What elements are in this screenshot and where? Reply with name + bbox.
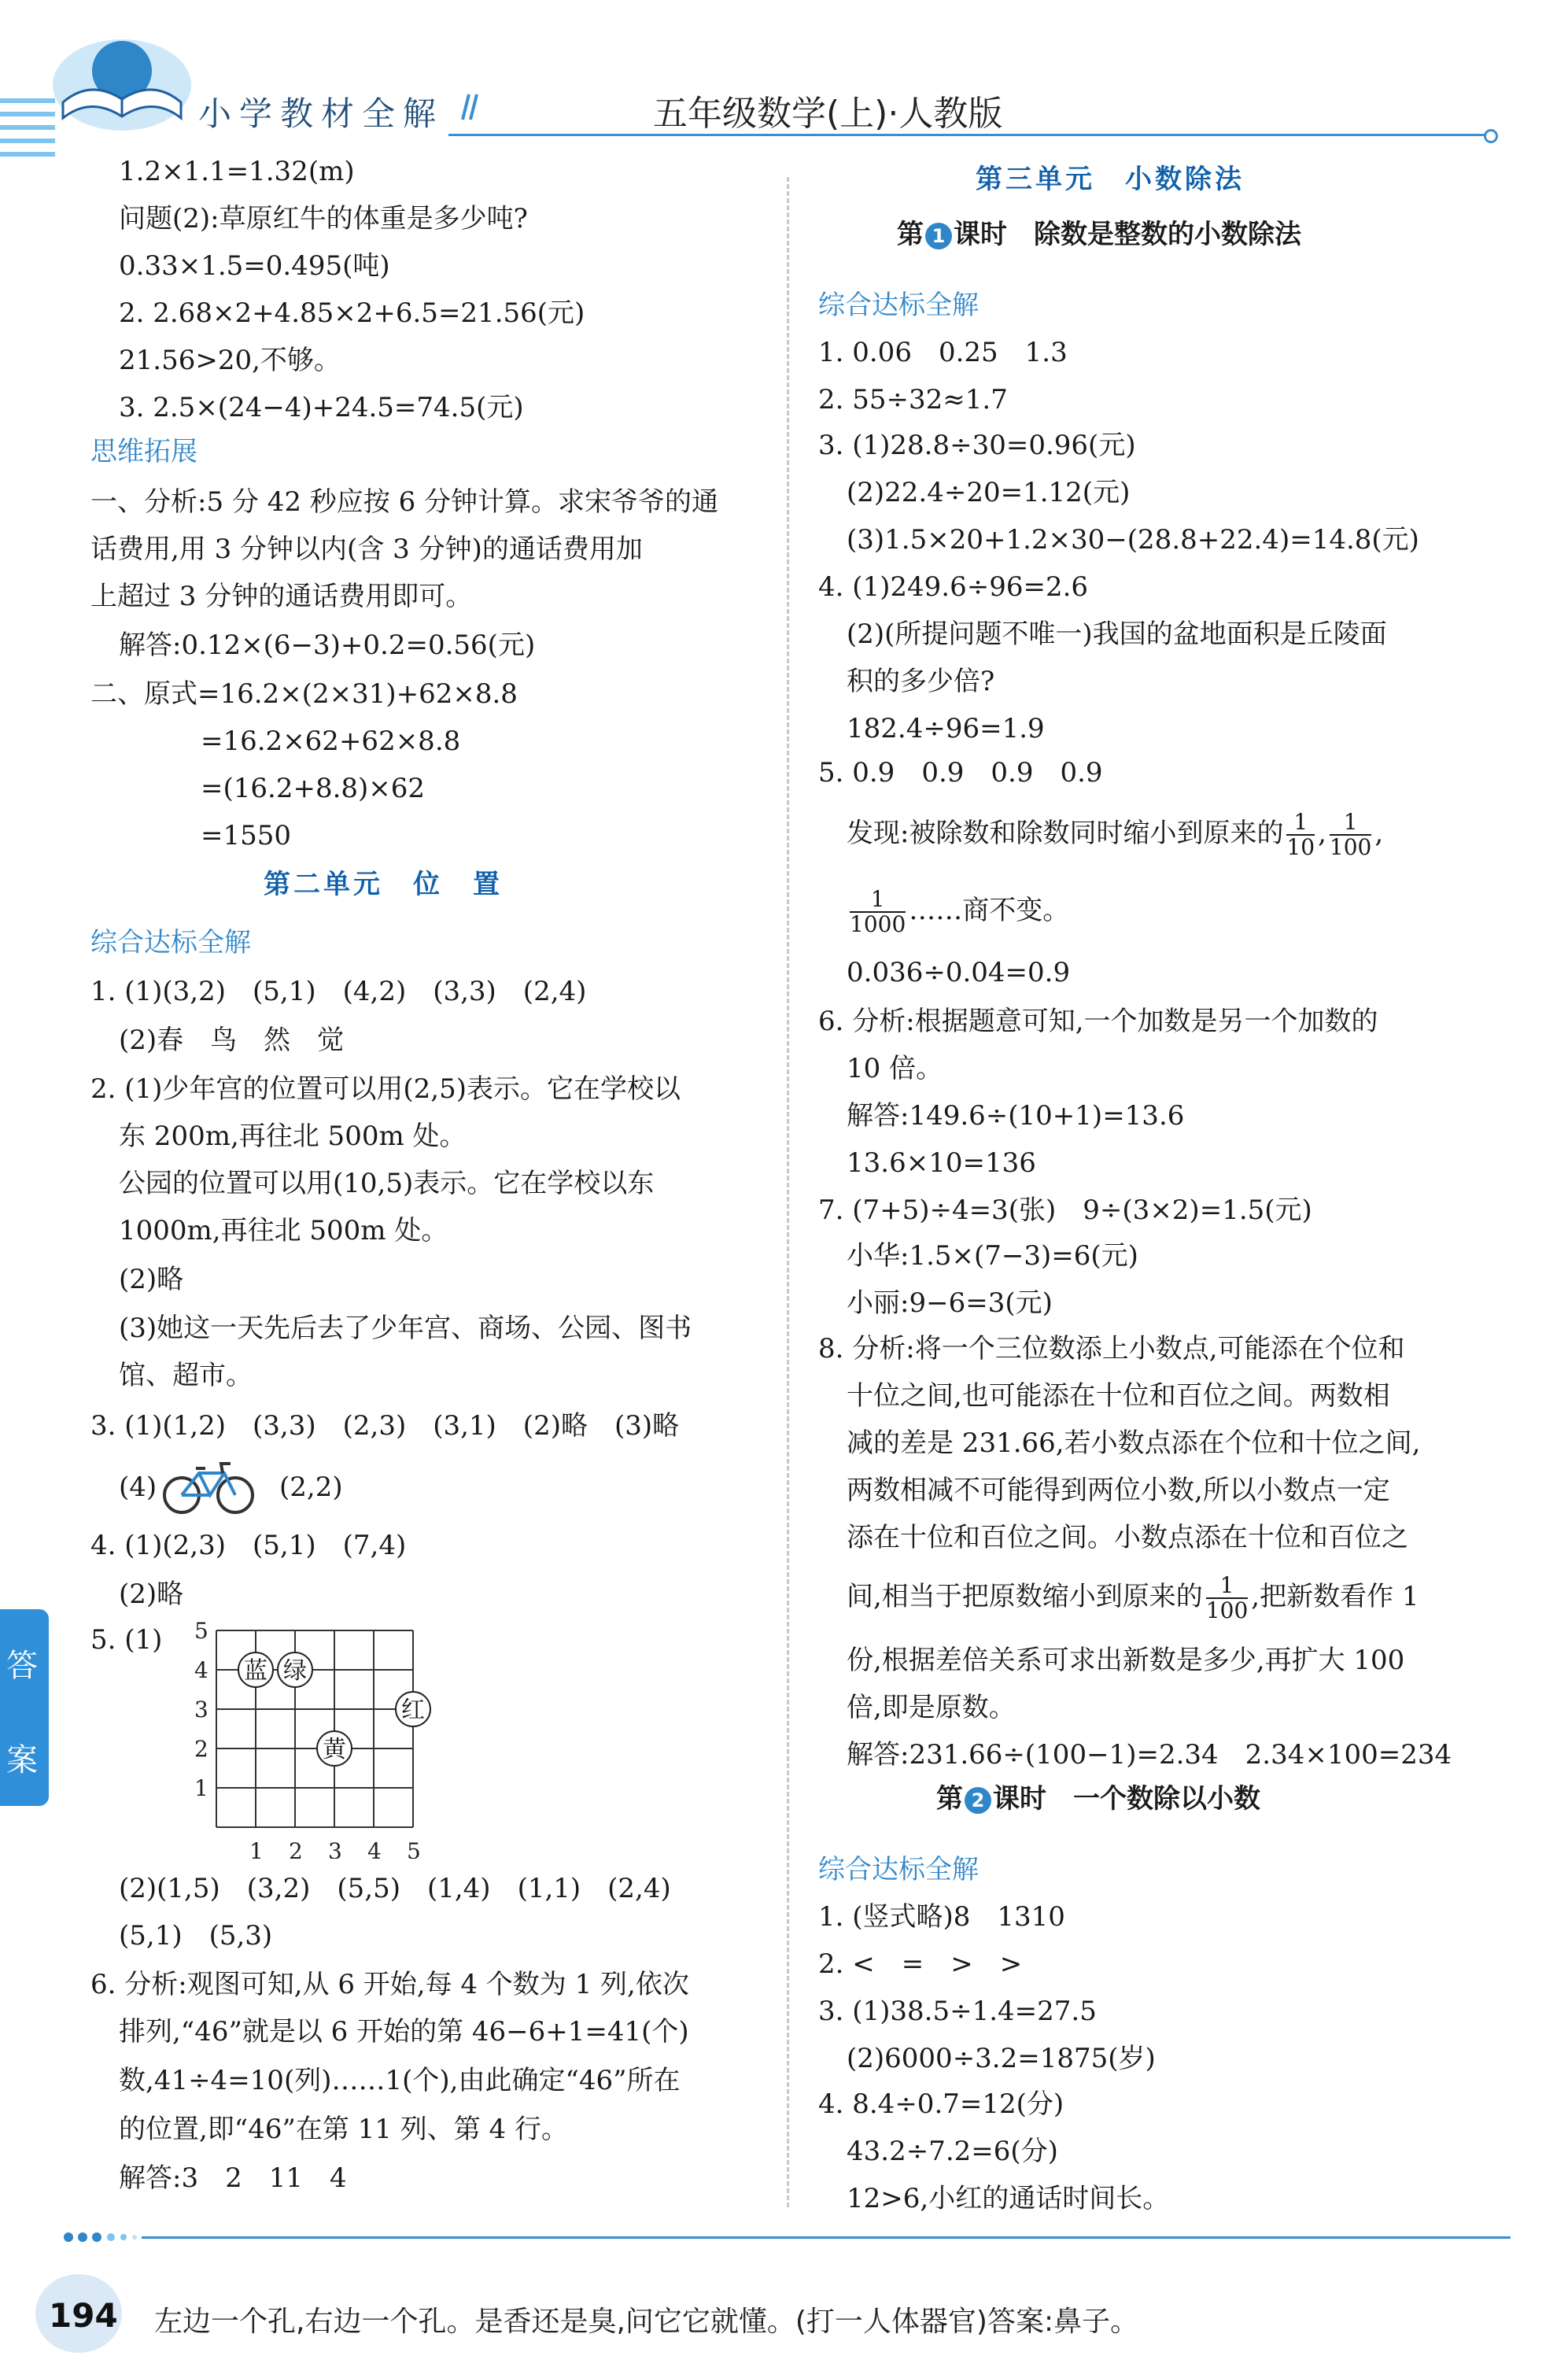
page-number: 194 (49, 2296, 118, 2335)
text-line: (2)6000÷3.2=1875(岁) (847, 2043, 1156, 2074)
denominator: 1000 (850, 911, 906, 937)
text-line: (3)她这一天先后去了少年宫、商场、公园、图书 (119, 1313, 692, 1344)
answer-side-tab (0, 1609, 49, 1806)
text-line: 数,41÷4=10(列)……1(个),由此确定“46”所在 (119, 2065, 681, 2096)
text-line: 积的多少倍? (847, 666, 995, 697)
coordinate-grid (169, 1615, 500, 1859)
grid-point-label: 绿 (283, 1657, 307, 1685)
text-line: 43.2÷7.2=6(分) (847, 2136, 1058, 2167)
q5-finding-line-2 (847, 888, 1069, 936)
text-line: 1.2×1.1=1.32(m) (119, 156, 355, 187)
text-line: 份,根据差倍关系可求出新数是多少,再扩大 100 (847, 1645, 1405, 1676)
text-line: 4. 8.4÷0.7=12(分) (818, 2088, 1064, 2120)
grid-y-tick-label: 3 (194, 1697, 208, 1723)
text-line: (2)(1,5) (3,2) (5,5) (1,4) (1,1) (2,4) (119, 1873, 671, 1904)
text-line: 8. 分析:将一个三位数添上小数点,可能添在个位和 (818, 1333, 1405, 1364)
side-tab-char: 案 (6, 1742, 38, 1778)
text-line: (2)22.4÷20=1.12(元) (847, 477, 1131, 508)
grid-y-tick-label: 5 (194, 1618, 208, 1644)
text-line: 二、原式=16.2×(2×31)+62×8.8 (90, 678, 518, 710)
header-title: 五年级数学(上)·人教版 (653, 94, 1003, 134)
text-line: (2)春 鸟 然 觉 (119, 1025, 345, 1056)
numerator: 1 (1219, 1572, 1234, 1598)
text-line: 排列,“46”就是以 6 开始的第 46−6+1=41(个) (119, 2016, 689, 2048)
text-line: (5,1) (5,3) (119, 1920, 273, 1952)
text-line: 上超过 3 分钟的通话费用即可。 (90, 581, 473, 612)
text-line: 1. 0.06 0.25 1.3 (818, 337, 1068, 368)
unit3-title: 第三单元 小数除法 (976, 164, 1245, 195)
text-line: 182.4÷96=1.9 (847, 713, 1045, 744)
grid-x-tick-label: 3 (328, 1838, 342, 1859)
text-line: 一、分析:5 分 42 秒应按 6 分钟计算。求宋爷爷的通 (90, 486, 719, 518)
numerator: 1 (870, 886, 885, 912)
text-line: 2. 55÷32≈1.7 (818, 384, 1008, 415)
grid-y-tick-label: 4 (194, 1657, 208, 1683)
text-line: 5. 0.9 0.9 0.9 0.9 (818, 757, 1103, 788)
text-fragment: ,把新数看作 1 (1251, 1581, 1419, 1612)
text-line: 6. 分析:根据题意可知,一个加数是另一个加数的 (818, 1006, 1378, 1037)
text-line: 小丽:9−6=3(元) (847, 1287, 1053, 1319)
text-line: 1. (竖式略)8 1310 (818, 1901, 1065, 1933)
text-line: 话费用,用 3 分钟以内(含 3 分钟)的通话费用加 (90, 534, 643, 565)
text-line: 解答:149.6÷(10+1)=13.6 (847, 1100, 1185, 1132)
text-line: 2. (1)少年宫的位置可以用(2,5)表示。它在学校以 (90, 1073, 681, 1105)
section-label-think: 思维拓展 (90, 436, 197, 467)
numerator: 1 (1293, 809, 1308, 835)
header-rule (448, 134, 1487, 136)
text-line: 两数相减不可能得到两位小数,所以小数点一定 (847, 1475, 1390, 1506)
text-line: 0.33×1.5=0.495(吨) (119, 250, 390, 282)
slash-decoration-icon (455, 93, 478, 121)
grid-x-tick-label: 4 (367, 1838, 382, 1859)
text-line: =16.2×62+62×8.8 (201, 726, 461, 757)
unit2-title: 第二单元 位 置 (264, 869, 503, 900)
text-line: =1550 (201, 820, 292, 851)
grid-y-tick-label: 2 (194, 1736, 208, 1762)
text-line: 13.6×10=136 (847, 1147, 1036, 1179)
text-line: (3)1.5×20+1.2×30−(28.8+22.4)=14.8(元) (847, 524, 1419, 556)
denominator: 100 (1205, 1597, 1249, 1623)
text-line: 东 200m,再往北 500m 处。 (119, 1121, 467, 1152)
fraction-1-100 (1206, 1574, 1248, 1623)
text-line: 小华:1.5×(7−3)=6(元) (847, 1240, 1138, 1272)
grid-x-tick-label: 2 (289, 1838, 303, 1859)
text-line: 解答:231.66÷(100−1)=2.34 2.34×100=234 (847, 1739, 1452, 1771)
denominator: 10 (1286, 834, 1315, 860)
lesson1-number-badge: 1 (925, 223, 952, 249)
footer-riddle: 左边一个孔,右边一个孔。是香还是臭,问它它就懂。(打一人体器官)答案:鼻子。 (154, 2306, 1139, 2338)
text-line: 1000m,再往北 500m 处。 (119, 1215, 448, 1246)
text-line: 3. (1)(1,2) (3,3) (2,3) (3,1) (2)略 (3)略 (90, 1410, 680, 1442)
lesson2-name: 课时 一个数除以小数 (993, 1783, 1260, 1815)
text-line: (2)略 (119, 1579, 184, 1610)
lesson2-prefix: 第 (936, 1783, 963, 1815)
text-line: 十位之间,也可能添在十位和百位之间。两数相 (847, 1380, 1390, 1412)
grid-point-label: 蓝 (244, 1657, 267, 1685)
lesson1-title (897, 219, 1301, 250)
header-rule-end-dot (1484, 129, 1498, 143)
text-line: 解答:0.12×(6−3)+0.2=0.56(元) (119, 630, 536, 661)
grid-point-label: 红 (401, 1697, 425, 1724)
grid-x-tick-label: 1 (249, 1838, 264, 1859)
text-line: 10 倍。 (847, 1053, 943, 1084)
grid-y-tick-label: 1 (194, 1775, 208, 1801)
text-line: 的位置,即“46”在第 11 列、第 4 行。 (119, 2114, 568, 2145)
column-divider (787, 177, 789, 2207)
section-label-all: 综合达标全解 (818, 290, 979, 321)
lesson2-number-badge: 2 (965, 1787, 991, 1814)
lesson1-prefix: 第 (897, 219, 924, 250)
section-label-all: 综合达标全解 (90, 927, 251, 958)
fraction-1-10 (1286, 811, 1315, 859)
text-line: 减的差是 231.66,若小数点添在个位和十位之间, (847, 1427, 1421, 1459)
text-line: 馆、超市。 (119, 1360, 253, 1391)
footer-rule (142, 2236, 1511, 2239)
text-fragment: ……商不变。 (909, 895, 1070, 926)
text-line: 4. (1)(2,3) (5,1) (7,4) (90, 1530, 407, 1561)
header-brand: 小学教材全解 (198, 94, 445, 133)
q5-finding-line: 发现:被除数和除数同时缩小到原来的 $\frac{1}{10}$ , $\frac{1}{100}$ , (847, 809, 1384, 860)
text-line: 倍,即是原数。 (847, 1692, 1016, 1723)
text-line: 3. (1)38.5÷1.4=27.5 (818, 1996, 1097, 2027)
text-line: (2)(所提问题不唯一)我国的盆地面积是丘陵面 (847, 619, 1387, 650)
text-line: 6. 分析:观图可知,从 6 开始,每 4 个数为 1 列,依次 (90, 1969, 689, 2000)
text-line: 3. (1)28.8÷30=0.96(元) (818, 430, 1136, 461)
book-logo-icon (47, 24, 197, 134)
q8-fraction-line (847, 1574, 1419, 1623)
lesson2-title (936, 1783, 1260, 1815)
text-line: 0.036÷0.04=0.9 (847, 957, 1071, 988)
text-line: 问题(2):草原红牛的体重是多少吨? (119, 203, 528, 234)
fraction-1-1000 (850, 888, 906, 936)
lesson1-name: 课时 除数是整数的小数除法 (954, 219, 1301, 250)
numerator: 1 (1343, 809, 1358, 835)
text-line: (2)略 (119, 1264, 184, 1295)
text-line: 解答:3 2 11 4 (119, 2162, 347, 2194)
text-line: 7. (7+5)÷4=3(张) 9÷(3×2)=1.5(元) (818, 1195, 1312, 1226)
text-line: (2,2) (279, 1472, 343, 1503)
text-line: =(16.2+8.8)×62 (201, 773, 426, 804)
text-line: 4. (1)249.6÷96=2.6 (818, 571, 1089, 603)
side-tab-char: 答 (6, 1648, 38, 1684)
text-line: 3. 2.5×(24−4)+24.5=74.5(元) (119, 392, 524, 423)
text-line: 2. 2.68×2+4.85×2+6.5=21.56(元) (119, 297, 585, 329)
text-line: 21.56>20,不够。 (119, 345, 341, 376)
grid-point-label: 黄 (323, 1736, 346, 1763)
denominator: 100 (1329, 834, 1372, 860)
text-line: (4) (119, 1472, 157, 1503)
text-line: 2. < = > > (818, 1948, 1023, 1980)
fraction-1-100 (1330, 811, 1371, 859)
text-line: 5. (1) (90, 1624, 163, 1656)
text-line: 12>6,小红的通话时间长。 (847, 2183, 1170, 2214)
text-line: 添在十位和百位之间。小数点添在十位和百位之 (847, 1522, 1408, 1553)
bicycle-icon (161, 1454, 256, 1517)
section-label-all: 综合达标全解 (818, 1854, 979, 1885)
text-fragment: 间,相当于把原数缩小到原来的 (847, 1581, 1203, 1612)
text-fragment: 发现:被除数和除数同时缩小到原来的 (847, 818, 1284, 849)
text-line: 1. (1)(3,2) (5,1) (4,2) (3,3) (2,4) (90, 976, 587, 1007)
text-line: 公园的位置可以用(10,5)表示。它在学校以东 (119, 1168, 655, 1199)
grid-x-tick-label: 5 (407, 1838, 421, 1859)
